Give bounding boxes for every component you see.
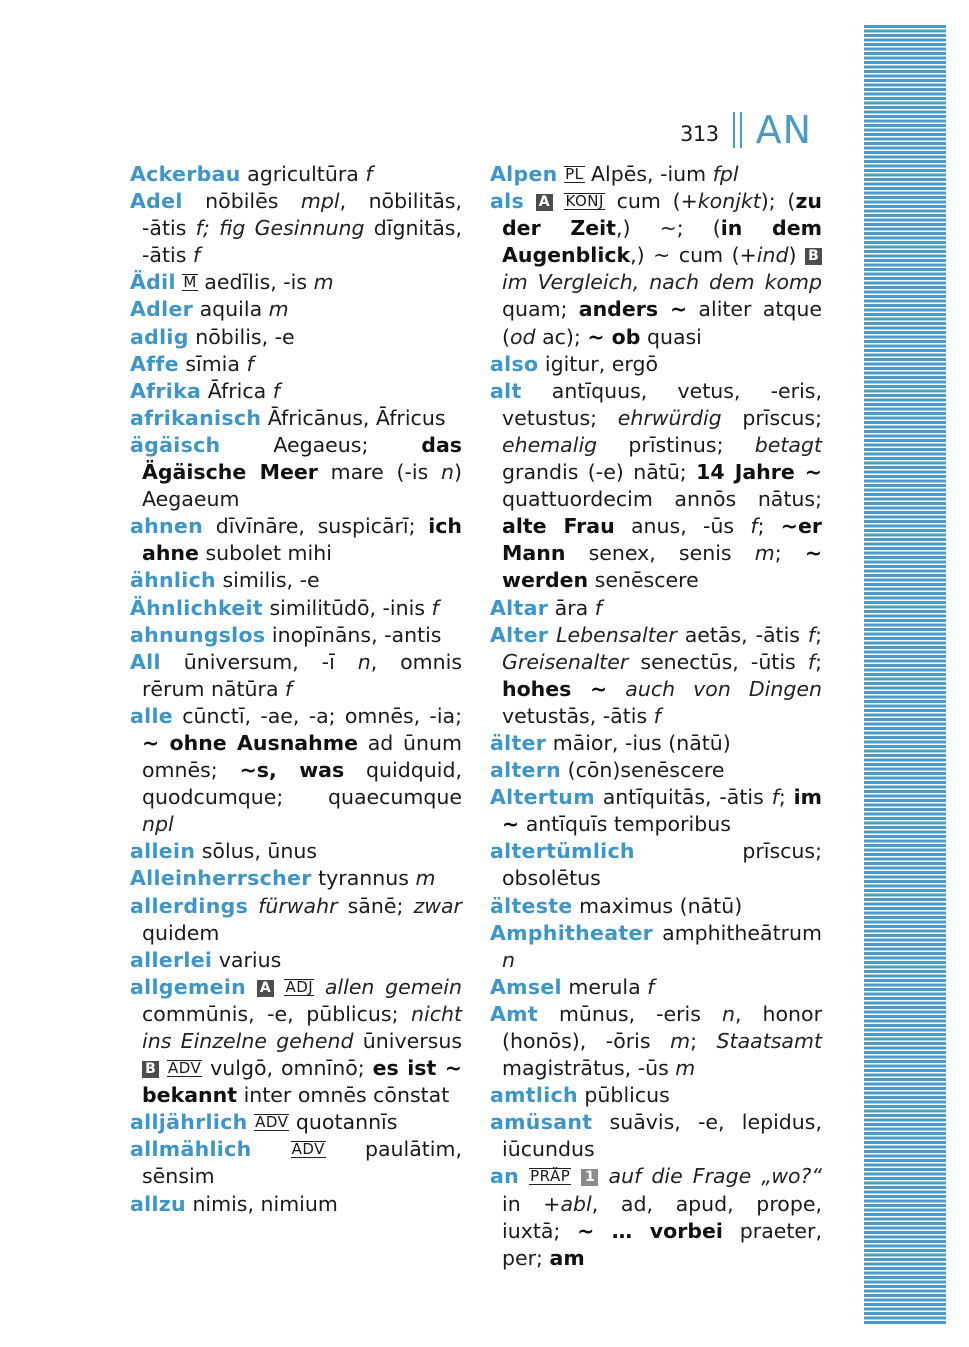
- dictionary-entry: altertümlich prīscus; obsolētus: [490, 839, 822, 891]
- grammar-label: KONJ: [565, 192, 604, 211]
- headword: Adel: [130, 189, 183, 214]
- dictionary-entry: allerlei varius: [130, 947, 282, 972]
- grammar-label: PRÄP: [530, 1167, 571, 1186]
- sense-number-badge: 1: [581, 1169, 598, 1186]
- dictionary-entry: Afrika Āfrica f: [130, 378, 280, 403]
- dictionary-entry: allgemein A ADJ allen gemein commūnis, -e, pūblicus; nicht ins Einzelne gehend ūniversus B ADV vulgō, omnīnō; es ist ~ bekannt inter omnēs cōnstat: [130, 974, 462, 1108]
- sense-badge: B: [805, 248, 822, 265]
- headword: afrikanisch: [130, 405, 262, 430]
- sense-badge: B: [142, 1061, 159, 1078]
- dictionary-entry: Altar āra f: [490, 595, 602, 620]
- page-number: 313: [680, 122, 719, 146]
- headword: alle: [130, 703, 173, 728]
- dictionary-entry: Affe sīmia f: [130, 351, 254, 376]
- running-header: [680, 108, 812, 152]
- dictionary-entry: ahnungslos inopīnāns, -antis: [130, 622, 442, 647]
- right-column: [490, 161, 822, 1272]
- dictionary-entry: älteste maximus (nātū): [490, 893, 743, 918]
- dictionary-entry: allzu nimis, nimium: [130, 1191, 338, 1216]
- grammar-label: PL: [565, 165, 584, 183]
- headword: allerlei: [130, 947, 213, 972]
- headword: Alpen: [490, 162, 558, 186]
- grammar-label: ADV: [167, 1059, 202, 1078]
- headword: als: [490, 189, 524, 214]
- headword: alt: [490, 378, 522, 403]
- dictionary-entry: afrikanisch Āfricānus, Āfricus: [130, 405, 446, 430]
- headword: ähnlich: [130, 568, 216, 593]
- headword: Adler: [130, 297, 194, 322]
- headword: Alleinherrscher: [130, 866, 312, 891]
- dictionary-entry: allerdings fürwahr sānē; zwar quidem: [130, 893, 462, 945]
- dictionary-entry: altern (cōn)senēscere: [490, 758, 725, 783]
- dictionary-entry: ahnen dīvīnāre, suspicārī; ich ahne subolet mihi: [130, 514, 462, 566]
- headword: Afrika: [130, 378, 202, 403]
- dictionary-entry: als A KONJ cum (+konjkt); (zu der Zeit,) ~; (in dem Augenblick,) ~ cum (+ind) B im Vergleich, nach dem komp quam; anders ~ aliter atque (od ac); ~ ob quasi: [490, 189, 822, 349]
- dictionary-entry: Ackerbau agricultūra f: [130, 162, 373, 186]
- section-letters: AN: [755, 108, 813, 152]
- dictionary-entry: All ūniversum, -ī n, omnis rērum nātūra f: [130, 649, 462, 701]
- headword: Ähnlichkeit: [130, 595, 263, 620]
- dictionary-entry: alljährlich ADV quotannīs: [130, 1110, 398, 1135]
- headword: Ackerbau: [130, 162, 241, 186]
- dictionary-entry: Alter Lebensalter aetās, -ātis f; Greisenalter senectūs, -ūtis f; hohes ~ auch von Dingen vetustās, -ātis f: [490, 622, 822, 728]
- dictionary-entry: alt antīquus, vetus, -eris, vetustus; ehrwürdig prīscus; ehemalig prīstinus; betagt grandis (-e) nātū; 14 Jahre ~ quattuordecim annōs nātus; alte Frau anus, -ūs f; ~er Mann senex, senis m; ~ werden senēscere: [490, 378, 823, 593]
- dictionary-entry: Alleinherrscher tyrannus m: [130, 866, 436, 891]
- headword: ahnen: [130, 514, 204, 539]
- headword: adlig: [130, 324, 189, 349]
- dictionary-entry: adlig nōbilis, -e: [130, 324, 295, 349]
- sense-badge: A: [257, 980, 274, 997]
- headword: All: [130, 649, 161, 674]
- headword: ahnungslos: [130, 622, 266, 647]
- dictionary-entry: älter māior, -ius (nātū): [490, 730, 731, 755]
- headword: Alter: [490, 622, 549, 647]
- headword: amüsant: [490, 1110, 593, 1135]
- dictionary-entry: Adler aquila m: [130, 297, 289, 322]
- grammar-label: ADJ: [285, 977, 314, 996]
- headword: Altertum: [490, 785, 595, 810]
- headword: allgemein: [130, 974, 247, 999]
- headword: Amt: [490, 1001, 538, 1026]
- dictionary-entry: Altertum antīquitās, -ātis f; im ~ antīquīs temporibus: [490, 785, 822, 837]
- headword: allein: [130, 839, 196, 864]
- headword: Affe: [130, 351, 179, 376]
- dictionary-entry: amtlich pūblicus: [490, 1083, 670, 1108]
- dictionary-entry: amüsant suāvis, -e, lepidus, iūcundus: [490, 1110, 822, 1162]
- sense-badge: A: [536, 194, 553, 211]
- dictionary-entry: ähnlich similis, -e: [130, 568, 320, 593]
- thumb-index-tab: [864, 25, 946, 1325]
- dictionary-entry: Adel nōbilēs mpl, nōbilitās, -ātis f; fig Gesinnung dīgnitās, -ātis f: [130, 189, 462, 268]
- grammar-label: ADV: [291, 1140, 325, 1159]
- headword: Amphitheater: [490, 920, 654, 945]
- headword: altern: [490, 758, 562, 783]
- grammar-label: ADV: [255, 1113, 289, 1132]
- dictionary-entry: alle cūnctī, -ae, -a; omnēs, -ia; ~ ohne Ausnahme ad ūnum omnēs; ~s, was quidquid, quodcumque; quaecumque npl: [130, 703, 463, 837]
- grammar-label: M: [183, 273, 197, 292]
- headword: allmählich: [130, 1137, 252, 1162]
- headword: Ädil: [130, 270, 176, 295]
- headword: ägäisch: [130, 432, 221, 457]
- dictionary-entry: an PRÄP 1 auf die Frage „wo?“ in +abl, ad, apud, prope, iuxtā; ~ … vorbei praeter, per; am: [490, 1164, 822, 1270]
- dictionary-entry: Ädil M aedīlis, -is m: [130, 270, 334, 295]
- headword: amtlich: [490, 1083, 578, 1108]
- headword: Amsel: [490, 974, 562, 999]
- dictionary-entry: allein sōlus, ūnus: [130, 839, 318, 864]
- dictionary-entry: also igitur, ergō: [490, 351, 659, 376]
- headword: an: [490, 1164, 520, 1189]
- headword: Altar: [490, 595, 549, 620]
- dictionary-entry: Amsel merula f: [490, 974, 655, 999]
- headword: allzu: [130, 1191, 186, 1216]
- headword: älter: [490, 730, 547, 755]
- headword: also: [490, 351, 539, 376]
- dictionary-entry: Alpen PL Alpēs, -ium fpl: [490, 162, 739, 186]
- dictionary-entry: allmählich ADV paulātim, sēnsim: [130, 1137, 462, 1189]
- dictionary-entry: Ähnlichkeit similitūdō, -inis f: [130, 595, 439, 620]
- dictionary-entry: Amphitheater amphitheātrum n: [490, 920, 822, 972]
- dictionary-entry: Amt mūnus, -eris n, honor (honōs), -ōris m; Staatsamt magistrātus, -ūs m: [490, 1001, 823, 1081]
- headword: allerdings: [130, 893, 249, 918]
- dictionary-entry: ägäisch Aegaeus; das Ägäische Meer mare (-is n) Aegaeum: [130, 432, 462, 512]
- left-column: [130, 161, 462, 1218]
- double-bar-divider: [733, 112, 742, 148]
- headword: altertümlich: [490, 839, 635, 864]
- headword: alljährlich: [130, 1110, 248, 1135]
- headword: älteste: [490, 893, 573, 918]
